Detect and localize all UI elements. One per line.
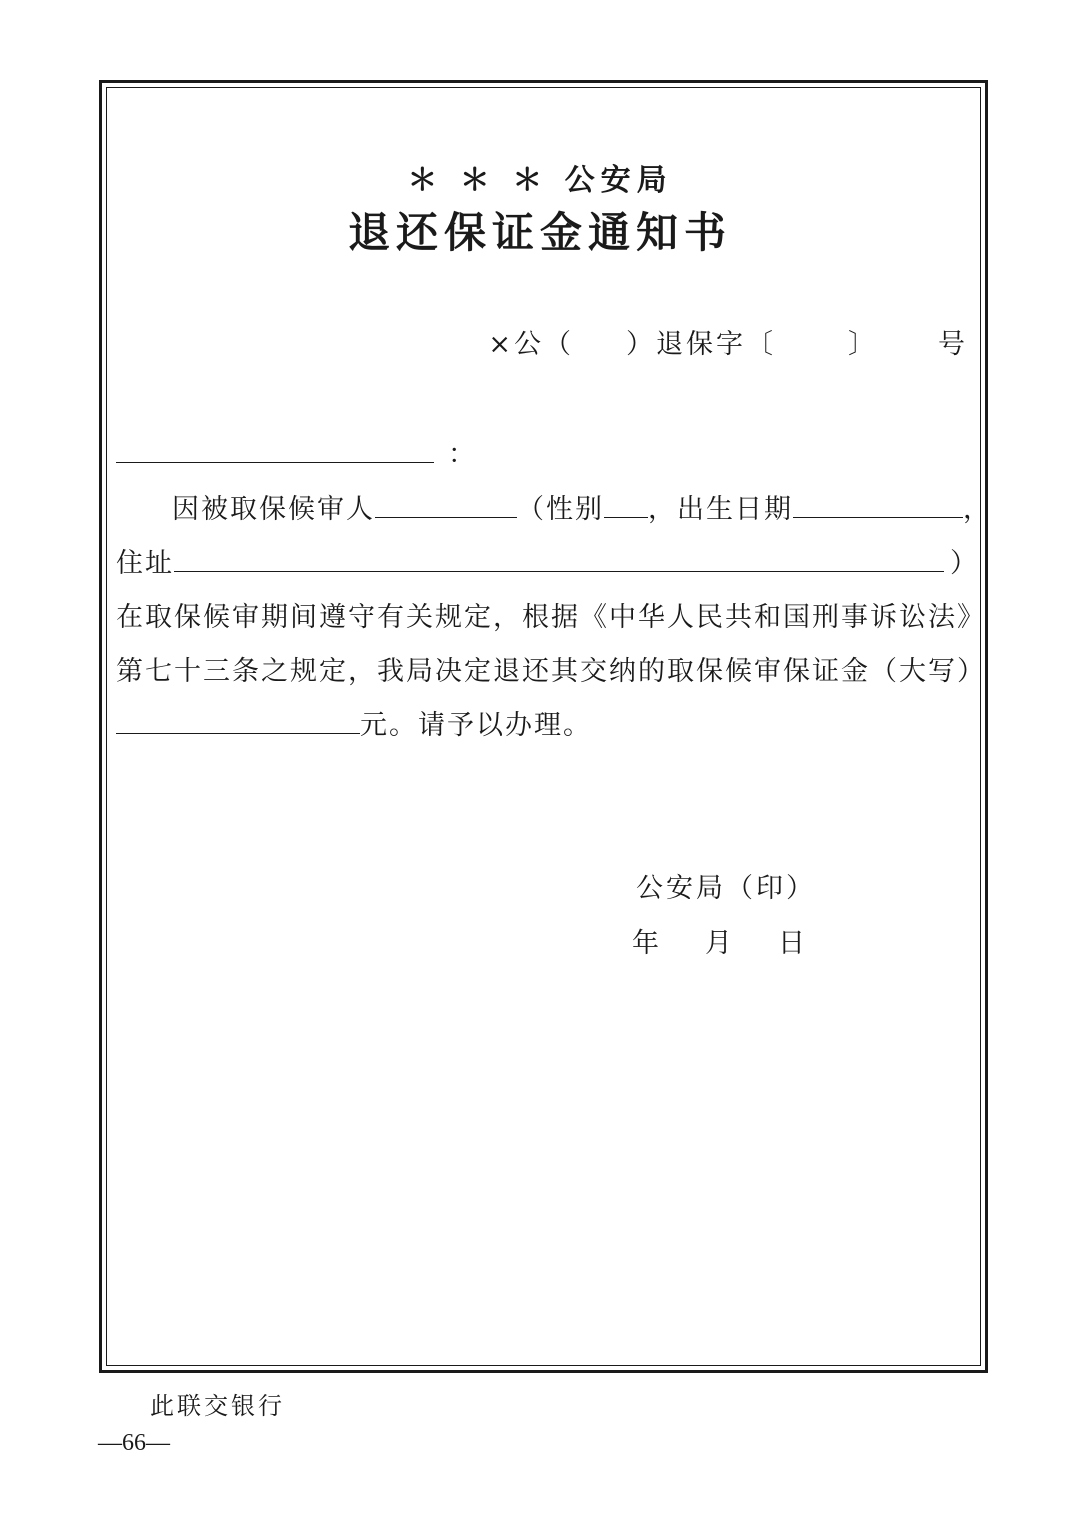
address-label: 住址	[116, 548, 174, 579]
doc-number-suffix: 号	[938, 329, 968, 360]
p1-text-c: ，出生日期	[648, 494, 793, 525]
paragraph-line-3: 在取保候审期间遵守有关规定，根据《中华人民共和国刑事诉讼法》	[116, 602, 986, 633]
doc-number-prefix: ×公（	[488, 329, 574, 360]
page-number: —66—	[98, 1430, 170, 1456]
seal-line: 公安局（印）	[636, 873, 816, 904]
paragraph-line-1	[172, 487, 992, 526]
birth-date-blank[interactable]	[793, 489, 963, 518]
amount-blank[interactable]	[116, 705, 360, 734]
p1-text-a: 因被取保候审人	[172, 494, 375, 525]
address-blank[interactable]	[174, 543, 944, 572]
recipient-line	[116, 432, 477, 471]
date-line	[632, 921, 805, 960]
doc-number-close: 〕	[848, 329, 878, 360]
paragraph-line-4: 第七十三条之规定，我局决定退还其交纳的取保候审保证金（大写）	[116, 656, 986, 687]
defendant-name-blank[interactable]	[375, 489, 517, 518]
paragraph-line-5	[116, 703, 592, 742]
address-line	[116, 541, 979, 580]
document-number	[488, 322, 968, 361]
gender-blank[interactable]	[604, 489, 648, 518]
doc-number-middle: ）退保字〔	[626, 329, 776, 360]
date-year: 年	[632, 928, 659, 959]
document-title: 退还保证金通知书	[347, 208, 732, 257]
p5-text: 元。请予以办理。	[360, 710, 592, 741]
bureau-name: ＊ ＊ ＊ 公安局	[407, 163, 673, 198]
date-month: 月	[705, 928, 732, 959]
p1-text-d: ，	[963, 494, 992, 525]
copy-note: 此联交银行	[150, 1392, 285, 1420]
address-close: ）	[950, 548, 979, 579]
recipient-blank[interactable]	[116, 434, 434, 463]
p1-text-b: （性别	[517, 494, 604, 525]
date-day: 日	[778, 928, 805, 959]
recipient-colon: ：	[448, 439, 477, 470]
